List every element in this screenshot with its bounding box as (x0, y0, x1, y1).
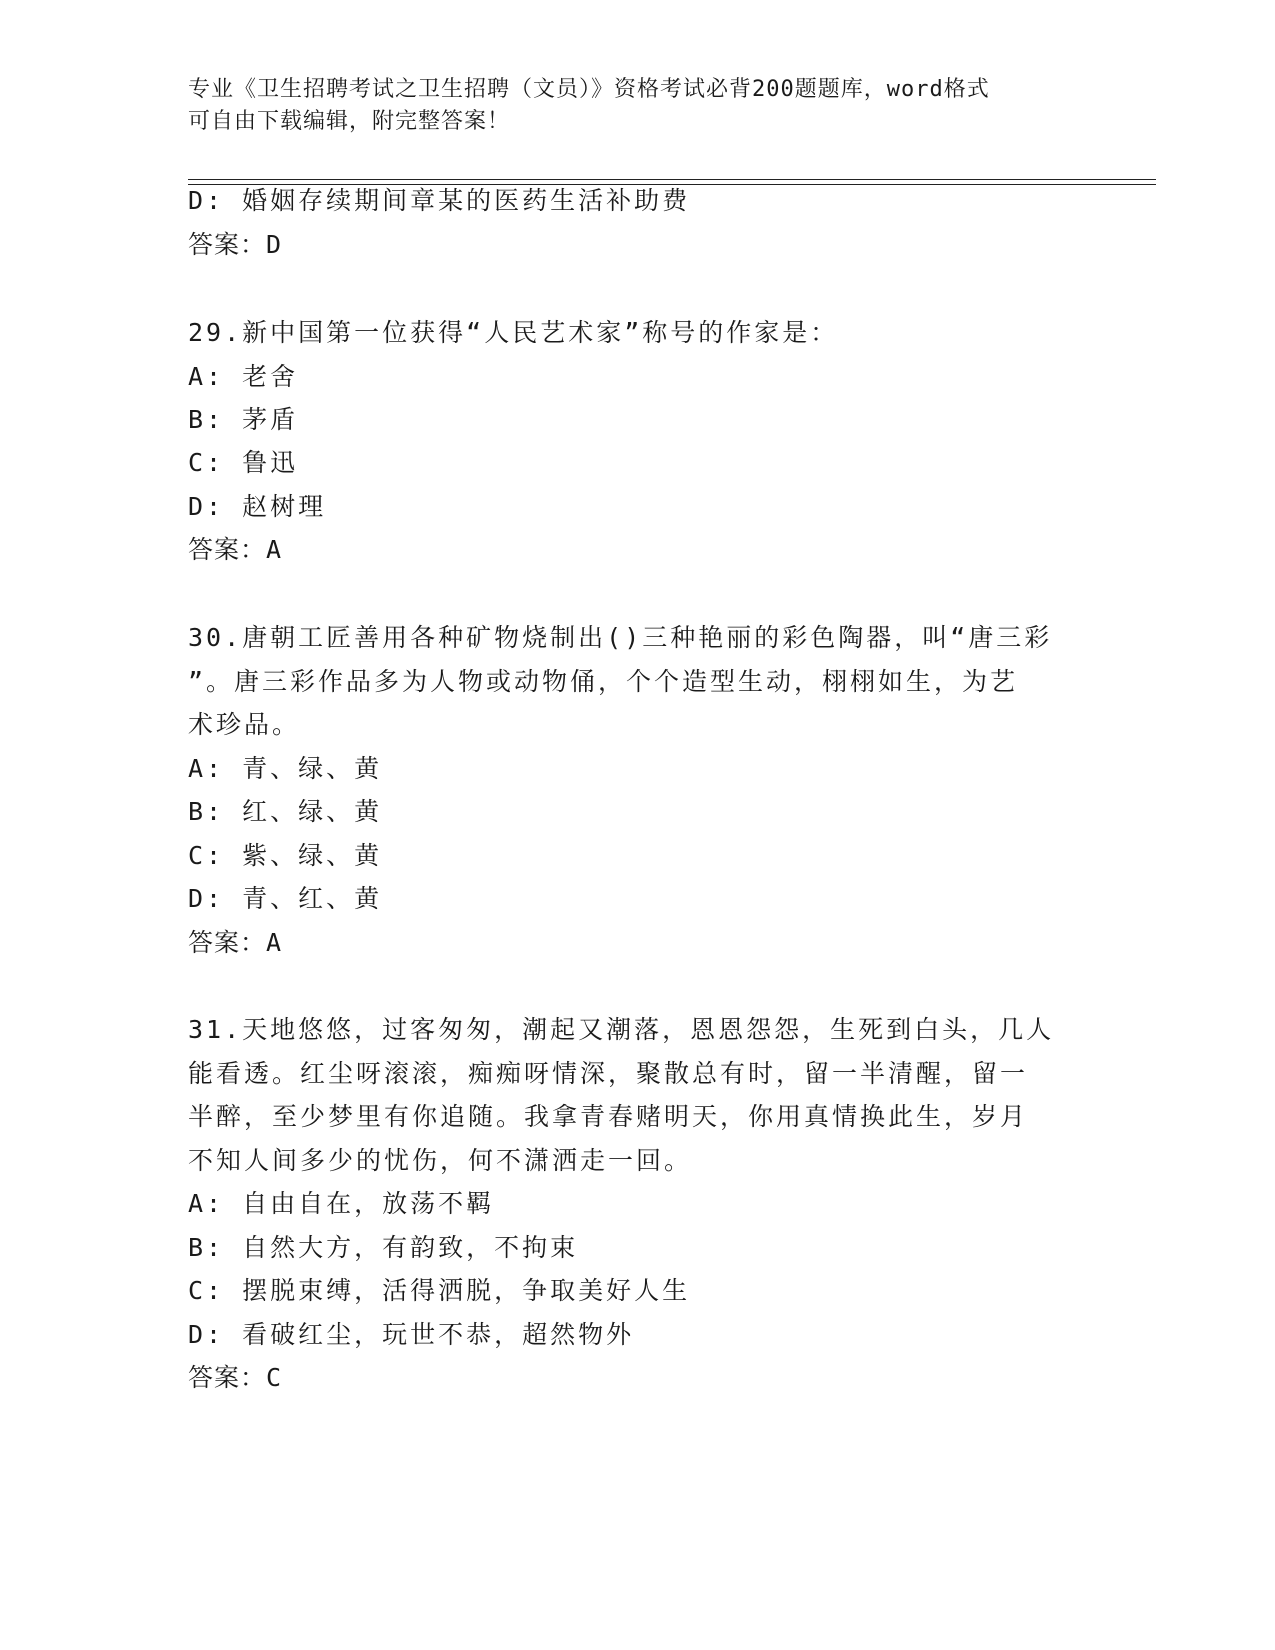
q29-option-a: A: 老舍 (188, 362, 299, 391)
q29-option-c: C: 鲁迅 (188, 448, 299, 477)
q30-stem-line-2: ”。唐三彩作品多为人物或动物俑，个个造型生动，栩栩如生，为艺 (188, 667, 1019, 696)
header-title-line-1: 专业《卫生招聘考试之卫生招聘（文员）》资格考试必背200题题库，word格式 (188, 77, 990, 102)
prev-answer (188, 230, 282, 260)
q30-stem-line-1: 30.唐朝工匠善用各种矿物烧制出()三种艳丽的彩色陶器，叫“唐三彩 (188, 623, 1053, 652)
q31-stem-line-1: 31.天地悠悠，过客匆匆，潮起又潮落，恩恩怨怨，生死到白头，几人 (188, 1015, 1055, 1044)
q31-option-c: C: 摆脱束缚，活得洒脱，争取美好人生 (188, 1276, 691, 1305)
q30-option-b: B: 红、绿、黄 (188, 797, 383, 826)
q30-option-c: C: 紫、绿、黄 (188, 841, 383, 870)
header-divider-top (188, 179, 1156, 180)
answer-label: 答案： (188, 1363, 267, 1392)
answer-label: 答案： (188, 928, 267, 957)
document-header (188, 74, 1068, 138)
header-title-line-2: 可自由下载编辑，附完整答案！ (188, 109, 511, 134)
prev-option-d: D: 婚姻存续期间章某的医药生活补助费 (188, 186, 691, 215)
q30-stem-line-3: 术珍品。 (188, 710, 301, 739)
q30-option-a: A: 青、绿、黄 (188, 754, 383, 783)
q31-stem-line-2: 能看透。红尘呀滚滚，痴痴呀情深，聚散总有时，留一半清醒，留一 (188, 1059, 1029, 1088)
q31-stem-line-3: 半醉，至少梦里有你追随。我拿青春赌明天，你用真情换此生，岁月 (188, 1102, 1029, 1131)
q31-answer (188, 1363, 282, 1393)
q31-option-b: B: 自然大方，有韵致，不拘束 (188, 1233, 579, 1262)
answer-label: 答案： (188, 230, 267, 259)
q30-option-d: D: 青、红、黄 (188, 884, 383, 913)
q31-option-a: A: 自由自在，放荡不羁 (188, 1189, 495, 1218)
answer-value: A (266, 928, 283, 957)
answer-value: D (266, 230, 283, 259)
q31-option-d: D: 看破红尘，玩世不恭，超然物外 (188, 1320, 635, 1349)
q29-option-d: D: 赵树理 (188, 492, 327, 521)
answer-label: 答案： (188, 535, 267, 564)
header-divider-bottom (188, 184, 1156, 185)
q29-stem: 29.新中国第一位获得“人民艺术家”称号的作家是： (188, 318, 839, 347)
answer-value: A (266, 535, 283, 564)
answer-value: C (266, 1363, 283, 1392)
q29-answer (188, 535, 282, 565)
q31-stem-line-4: 不知人间多少的忧伤，何不潇洒走一回。 (188, 1146, 693, 1175)
q29-option-b: B: 茅盾 (188, 405, 299, 434)
q30-answer (188, 928, 282, 958)
